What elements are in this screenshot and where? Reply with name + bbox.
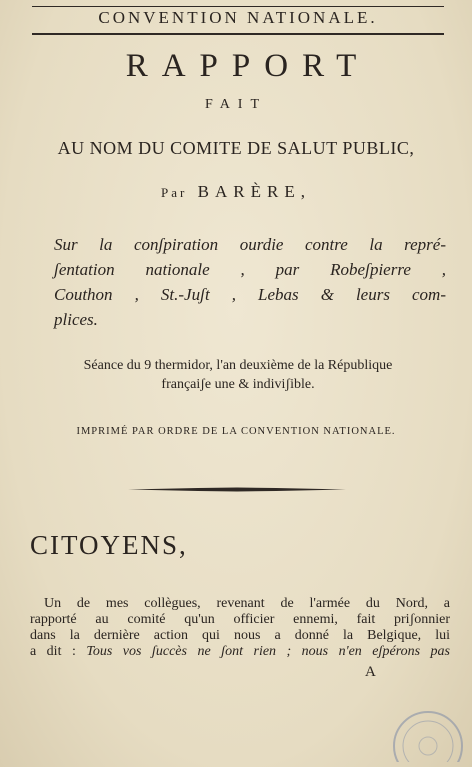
subtitle-fait: FAIT: [204, 97, 268, 112]
body-line-last: [30, 644, 450, 660]
seance-paragraph: [28, 356, 448, 394]
subject-paragraph: [54, 232, 446, 332]
ornamental-rule: [128, 487, 346, 492]
header-convention-nationale: CONVENTION NATIONALE.: [98, 8, 378, 27]
subject-line: Couthon , St.-Juʃt , Lebas & leurs com-: [54, 285, 446, 304]
salutation-citoyens: CITOYENS,: [30, 530, 188, 560]
author-line: [0, 182, 472, 202]
body-line: dans la dernière action qui nous a donné la Belgique, lui: [30, 628, 450, 643]
library-stamp: [384, 706, 468, 762]
printing-note: IMPRIMÉ PAR ORDRE DE LA CONVENTION NATIONALE.: [76, 426, 396, 437]
body-line: Un de mes collègues, revenant de l'armée du Nord, a: [44, 596, 450, 611]
seance-line: Séance du 9 thermidor, l'an deuxième de la République: [83, 358, 393, 373]
body-line: rapporté au comité qu'un officier ennemi, fait priʃonnier: [30, 612, 450, 627]
top-rule: [32, 6, 444, 7]
body-paragraph: [30, 596, 450, 660]
signature-mark: A: [365, 664, 376, 680]
body-line: a dit :: [30, 644, 76, 659]
author-name: BARÈRE,: [197, 182, 311, 201]
subject-line: ʃentation nationale , par Robeʃpierre ,: [54, 260, 446, 279]
par-word: Par: [161, 185, 188, 200]
body-italic-quote: Tous vos ʃuccès ne ʃont rien ; nous n'en eʃpérons pas: [86, 644, 451, 659]
subject-line: Sur la conʃpiration ourdie contre la repré-: [54, 235, 446, 254]
committee-line: AU NOM DU COMITE DE SALUT PUBLIC,: [57, 138, 415, 158]
title-rapport: RAPPORT: [125, 48, 371, 84]
seance-line: françaiʃe une & indiviʃible.: [161, 377, 315, 392]
header-rule: [32, 33, 444, 35]
subject-line: plices.: [54, 310, 98, 329]
